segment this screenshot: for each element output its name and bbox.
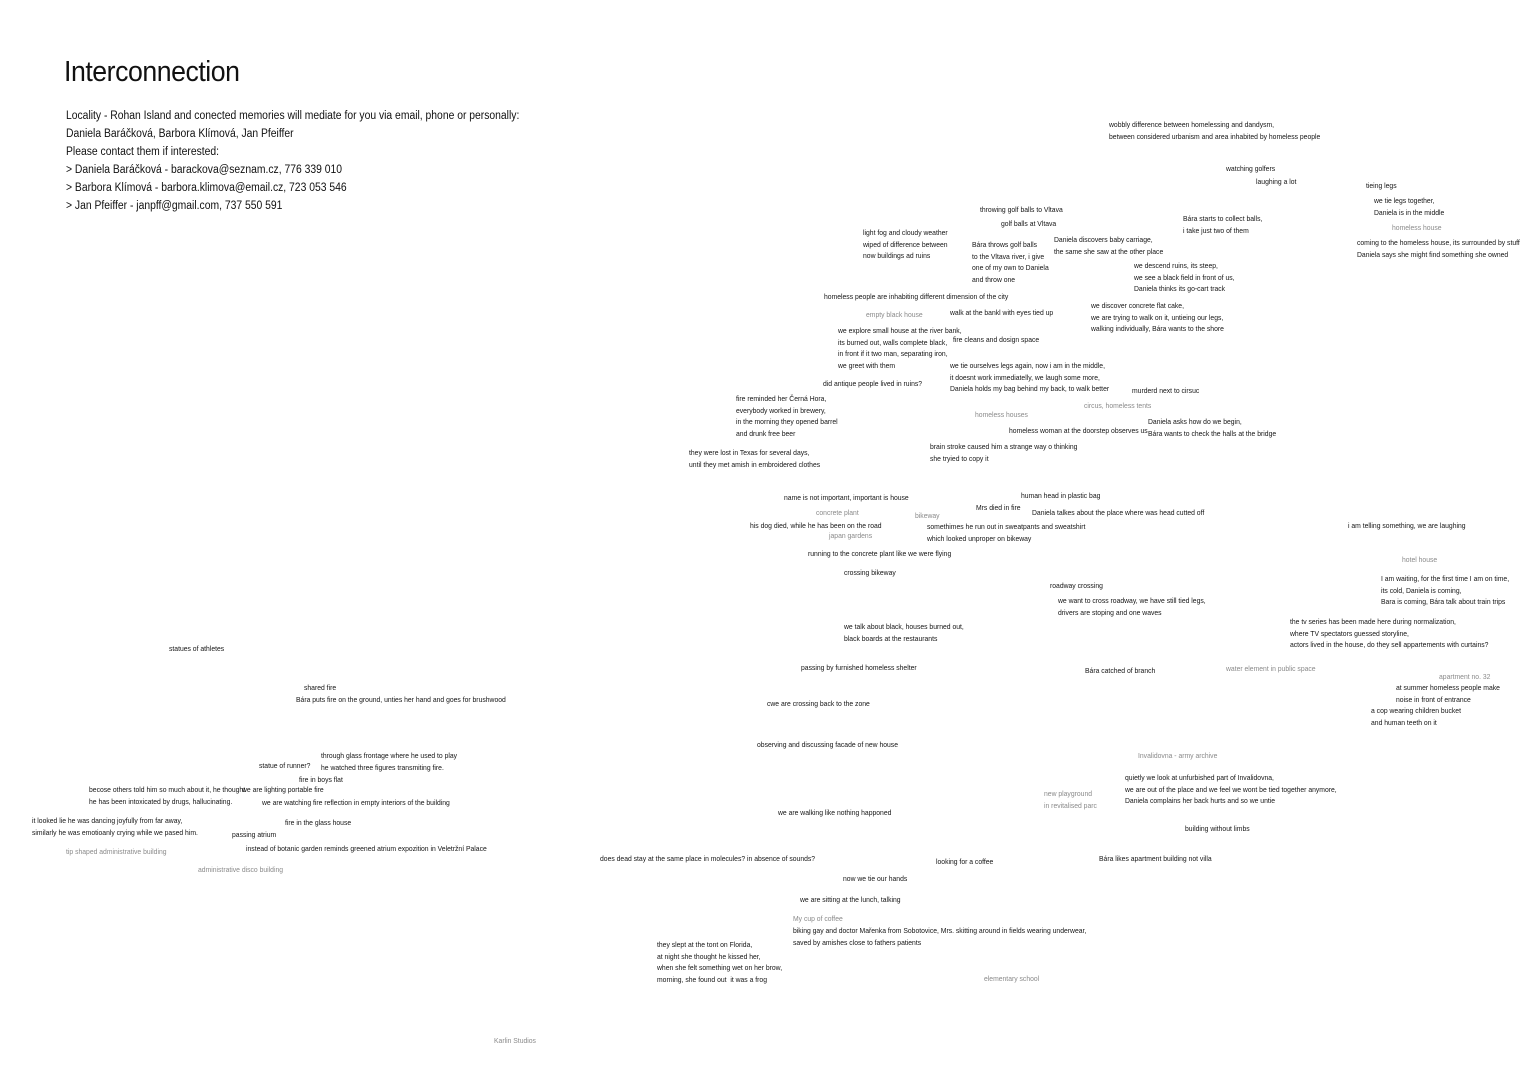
memory-note: we explore small house at the river bank, its burned out, walls complete black, in front if it two man, separating iron, we greet with them: [838, 326, 962, 371]
place-label: empty black house: [866, 310, 923, 319]
memory-note: laughing a lot: [1256, 177, 1297, 186]
intro-names-line: Daniela Baráčková, Barbora Klímová, Jan Pfeiffer: [66, 128, 294, 140]
memory-note: Bára catched of branch: [1085, 666, 1156, 675]
memory-note: we are watching fire reflection in empty interiors of the building: [262, 798, 450, 807]
memory-note: Daniela asks how do we begin, Bára wants to check the halls at the bridge: [1148, 417, 1277, 438]
place-label: homeless house: [1392, 223, 1442, 232]
memory-note: now we tie our hands: [843, 874, 908, 883]
place-label: concrete plant: [816, 508, 859, 517]
memory-note: at summer homeless people make noise in front of entrance: [1396, 683, 1500, 704]
memory-note: we are walking like nothing happoned: [778, 808, 892, 817]
memory-note: building without limbs: [1185, 824, 1250, 833]
memory-note: his dog died, while he has been on the road: [750, 521, 882, 530]
memory-note: Bára starts to collect balls, i take just two of them: [1183, 214, 1263, 235]
memory-note: Bára likes apartment building not villa: [1099, 854, 1212, 863]
intro-contact-heading: Please contact them if interested:: [66, 146, 220, 158]
memory-note: we descend ruins, its steep, we see a black field in front of us, Daniela thinks its go-cart track: [1134, 261, 1235, 294]
memory-note: the tv series has been made here during normalization, where TV spectators guessed storyline, actors lived in the house, do they sell appartements with curtains?: [1290, 617, 1489, 650]
memory-note: fire cleans and dosign space: [953, 335, 1040, 344]
memory-note: looking for a coffee: [936, 857, 994, 866]
memory-note: does dead stay at the same place in molecules? in absence of sounds?: [600, 854, 816, 863]
memory-note: statue of runner?: [259, 761, 311, 770]
place-label: bikeway: [915, 511, 940, 520]
memory-note: Daniela talkes about the place where was head cutted off: [1032, 508, 1205, 517]
memory-note: crossing bikeway: [844, 568, 896, 577]
memory-note: brain stroke caused him a strange way o thinking she tryied to copy it: [930, 442, 1078, 463]
memory-note: we discover concrete flat cake, we are trying to walk on it, untieing our legs, walking individually, Bára wants to the shore: [1091, 301, 1224, 334]
memory-note: becose others told him so much about it, he thought he has been intoxicated by drugs, hallucinating.: [89, 785, 246, 806]
memory-note: it looked lie he was dancing joyfully from far away, similarly he was emotioanly crying while we pased him.: [32, 816, 198, 837]
memory-note: watching golfers: [1226, 164, 1276, 173]
memory-note: I am waiting, for the first time I am on time, its cold, Daniela is coming, Bara is coming, Bára talk about train trips: [1381, 574, 1510, 607]
memory-note: a cop wearing children bucket and human teeth on it: [1371, 706, 1461, 727]
memory-note: did antique people lived in ruins?: [823, 379, 923, 388]
memory-note: Bára throws golf balls to the Vltava river, i give one of my own to Daniela and throw one: [972, 240, 1049, 285]
memory-note: murderd next to cirsuc: [1132, 386, 1200, 395]
memory-note: fire reminded her Černá Hora, everybody worked in brewery, in the morning they opened barrel and drunk free beer: [736, 394, 838, 439]
memory-note: instead of botanic garden reminds greened atrium expozition in Veletržní Palace: [246, 844, 487, 853]
place-label: My cup of coffee: [793, 914, 843, 923]
memory-note: fire in the glass house: [285, 818, 352, 827]
memory-note: Daniela discovers baby carriage, the same she saw at the other place: [1054, 235, 1164, 256]
place-label: Karlin Studios: [494, 1036, 536, 1045]
memory-note: they were lost in Texas for several days, until they met amish in embroidered clothes: [689, 448, 821, 469]
place-label: Invalidovna - army archive: [1138, 751, 1218, 760]
memory-note: i am telling something, we are laughing: [1348, 521, 1466, 530]
memory-note: homeless people are inhabiting different dimension of the city: [824, 292, 1009, 301]
memory-note: through glass frontage where he used to play he watched three figures transmiting fire.: [321, 751, 458, 772]
memory-note: we tie legs together, Daniela is in the middle: [1374, 196, 1445, 217]
memory-note: light fog and cloudy weather wiped of difference between now buildings ad ruins: [863, 228, 948, 261]
memory-note: they slept at the tont on Florida, at night she thought he kissed her, when she felt something wet on her brow, morning, she found out it was a frog: [657, 940, 783, 985]
memory-note: golf balls at Vltava: [1001, 219, 1057, 228]
memory-note: we are sitting at the lunch, talking: [800, 895, 901, 904]
place-label: apartment no. 32: [1439, 672, 1491, 681]
memory-note: we talk about black, houses burned out, black boards at the restaurants: [844, 622, 964, 643]
memory-note: throwing golf balls to Vltava: [980, 205, 1063, 214]
memory-note: passing by furnished homeless shelter: [801, 663, 917, 672]
memory-note: coming to the homeless house, its surrounded by stuff Daniela says she might find something she owned: [1357, 238, 1520, 259]
place-label: hotel house: [1402, 555, 1438, 564]
memory-note: we are lighting portable fire: [242, 785, 324, 794]
place-label: circus, homeless tents: [1084, 401, 1152, 410]
memory-note: tieing legs: [1366, 181, 1397, 190]
place-label: administrative disco building: [198, 865, 284, 874]
contact-barbora: > Barbora Klímová - barbora.klimova@email.cz, 723 053 546: [66, 182, 347, 194]
place-label: new playground in revitalised parc: [1044, 789, 1097, 810]
memory-note: we want to cross roadway, we have still tied legs, drivers are stoping and one waves: [1058, 596, 1206, 617]
contact-daniela: > Daniela Baráčková - barackova@seznam.cz, 776 339 010: [66, 164, 343, 176]
memory-note: observing and discussing facade of new house: [757, 740, 899, 749]
memory-note: we tie ourselves legs again, now i am in the middle, it doesnt work immediatelly, we laugh some more, Daniela holds my bag behind my back, to walk better: [950, 361, 1110, 394]
memory-note: walk at the bankl with eyes tied up: [950, 308, 1054, 317]
memory-note: quietly we look at unfurbished part of Invalidovna, we are out of the place and we feel we wont be tied together anymore, Daniela complains her back hurts and so we untie: [1125, 773, 1337, 806]
place-label: japan gardens: [829, 531, 873, 540]
memory-note: homeless woman at the doorstep observes us: [1009, 426, 1148, 435]
place-label: water element in public space: [1226, 664, 1316, 673]
memory-note: wobbly difference between homelessing and dandysm, between considered urbanism and area inhabited by homeless people: [1109, 120, 1321, 141]
memory-note: name is not important, important is house: [784, 493, 909, 502]
memory-note: shared fire: [304, 683, 337, 692]
memory-note: fire in boys flat: [299, 775, 343, 784]
place-label: elementary school: [984, 974, 1040, 983]
memory-note: running to the concrete plant like we were flying: [808, 549, 952, 558]
memory-note: statues of athletes: [169, 644, 225, 653]
memory-note: roadway crossing: [1050, 581, 1103, 590]
memory-note: somethimes he run out in sweatpants and sweatshirt which looked unproper on bikeway: [927, 522, 1086, 543]
memory-note: biking gay and doctor Mařenka from Sobotovice, Mrs. skitting around in fields wearing underwear, saved by amishes close to fathers patients: [793, 926, 1087, 947]
page-title: Interconnection: [64, 56, 240, 88]
memory-note: Mrs died in fire: [976, 503, 1021, 512]
place-label: homeless houses: [975, 410, 1028, 419]
memory-note: human head in plastic bag: [1021, 491, 1101, 500]
memory-note: Bára puts fire on the ground, unties her hand and goes for brushwood: [296, 695, 506, 704]
intro-locality-line: Locality - Rohan Island and conected memories will mediate for you via email, phone or personally:: [66, 110, 520, 122]
contact-jan: > Jan Pfeiffer - janpff@gmail.com, 737 550 591: [66, 200, 283, 212]
place-label: tip shaped administrative building: [66, 847, 167, 856]
memory-note: passing atrium: [232, 830, 277, 839]
memory-note: cwe are crossing back to the zone: [767, 699, 870, 708]
